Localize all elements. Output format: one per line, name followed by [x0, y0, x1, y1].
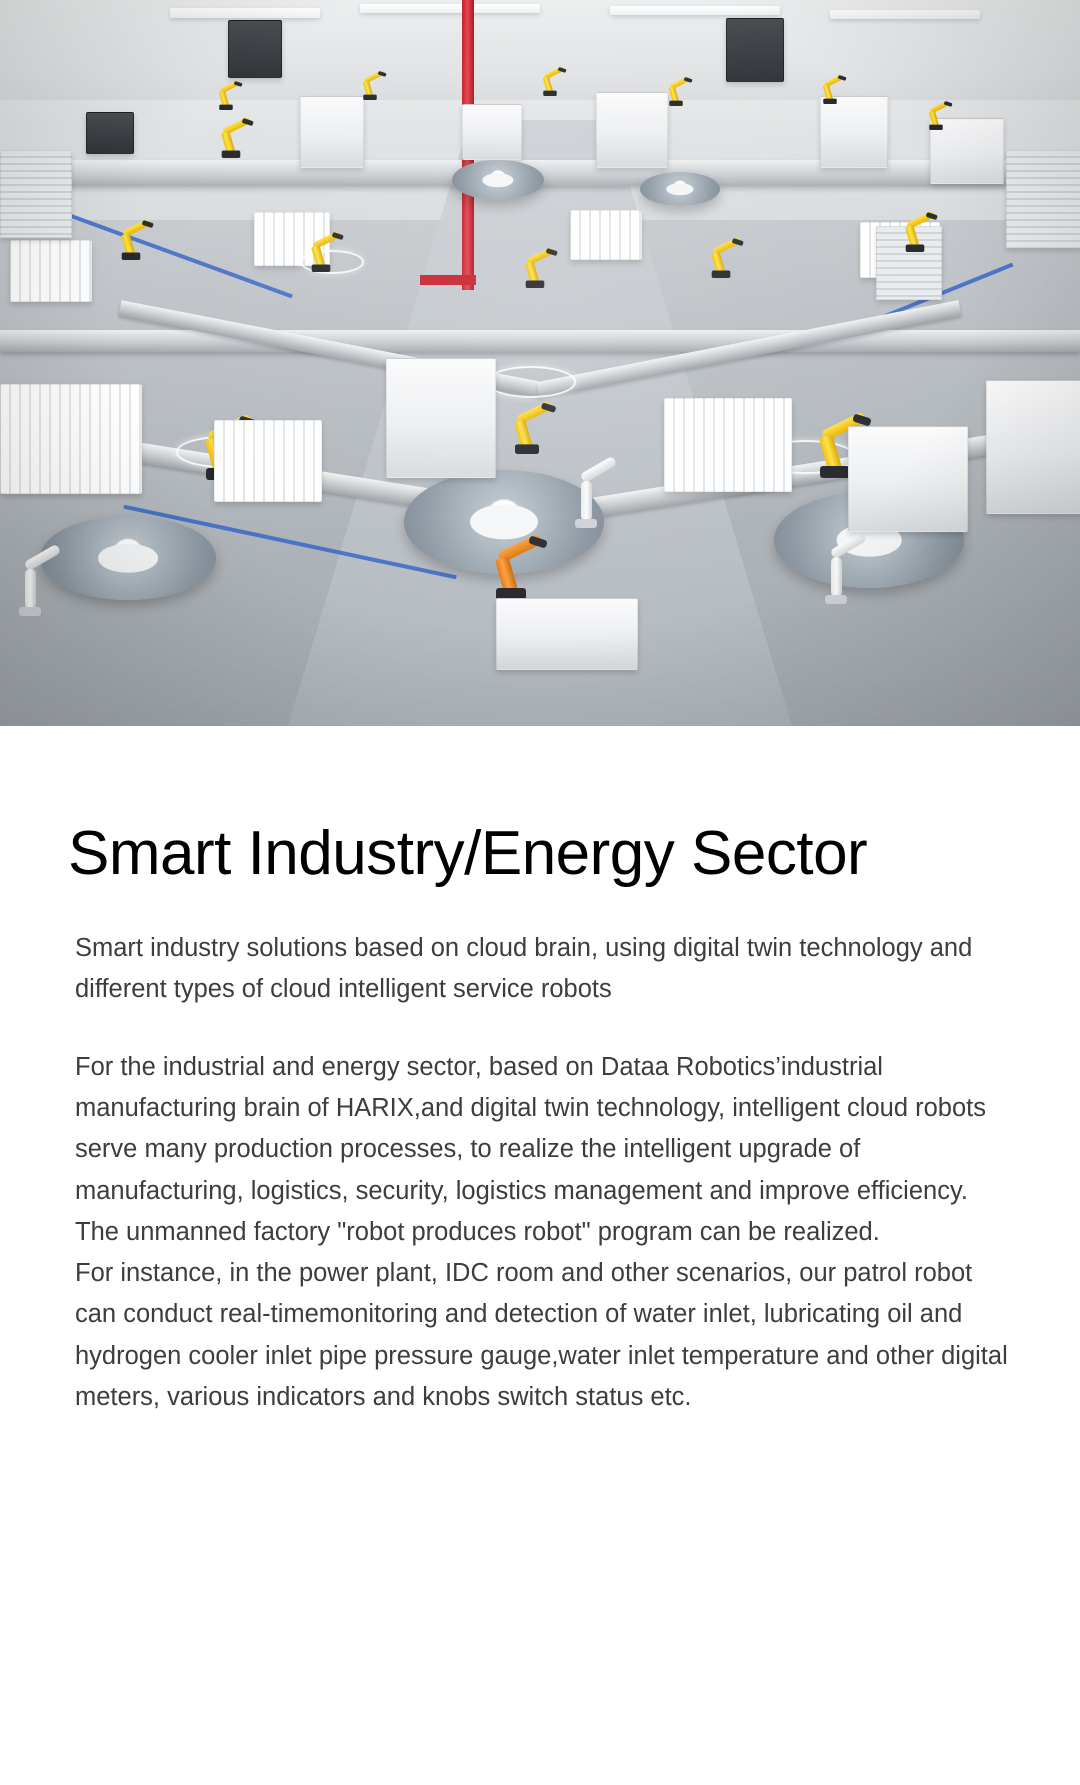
red-pillar-arm — [420, 275, 476, 285]
workstation-box — [462, 104, 522, 160]
ceiling-lamp — [360, 4, 540, 13]
storage-shelf — [0, 150, 72, 238]
equipment-cabinet — [86, 112, 134, 154]
robot-arm-orange — [466, 520, 556, 600]
overhead-walkway — [0, 330, 1080, 352]
workstation-box — [300, 96, 364, 168]
parts-tray — [10, 240, 92, 302]
robot-arm — [209, 101, 252, 158]
robot-arm — [513, 231, 556, 288]
cobot-arm — [0, 520, 60, 616]
parts-tray — [214, 420, 322, 502]
robot-arm — [491, 366, 563, 454]
body-paragraph-2: The unmanned factory "robot produces robot" program can be realized. — [75, 1217, 880, 1246]
body-paragraph-1: For the industrial and energy sector, based on Dataa Robotics’industrial manufacturing brain of HARIX,and digital twin technology, intelligent cloud robots serve many production processes, to realize the intelligent upgrade of manufacturing, logistics, security, logistics management and improve efficiency. — [75, 1052, 986, 1205]
ceiling-lamp — [610, 6, 780, 15]
parts-tray — [0, 384, 142, 494]
parts-tray — [664, 398, 792, 492]
robot-arm — [109, 203, 152, 260]
storage-shelf — [1006, 150, 1080, 248]
equipment-cabinet — [726, 18, 784, 82]
body-paragraph-3: For instance, in the power plant, IDC room and other scenarios, our patrol robot can conduct real-timemonitoring and detection of water inlet, lubricating oil and hydrogen cooler inlet pipe pressure gauge,water inlet temperature and other digital meters, various indicators and knobs switch status etc. — [75, 1259, 1008, 1412]
robot-arm — [357, 69, 384, 101]
page-title: Smart Industry/Energy Sector — [68, 819, 868, 888]
robot-arm — [663, 75, 690, 107]
robot-arm — [699, 221, 742, 278]
factory-scene — [0, 0, 1080, 726]
ceiling-lamp — [830, 10, 980, 19]
body-paragraphs — [0, 1011, 1080, 1419]
workstation-box — [596, 92, 668, 168]
robot-arm — [537, 65, 564, 97]
robot-arm — [817, 73, 844, 105]
robot-arm — [299, 215, 342, 272]
equipment-cabinet — [228, 20, 282, 78]
robot-arm — [923, 99, 950, 131]
article-content — [0, 726, 1080, 1418]
workstation-box — [496, 598, 638, 670]
lead-paragraph: Smart industry solutions based on cloud brain, using digital twin technology and different types of cloud intelligent service robots — [75, 934, 973, 1004]
turntable — [640, 172, 720, 206]
workstation-box — [820, 96, 888, 168]
ceiling-lamp — [170, 8, 320, 18]
robot-arm — [893, 195, 936, 252]
hero-image — [0, 0, 1080, 726]
turntable — [452, 160, 544, 200]
cobot-arm — [556, 420, 616, 528]
workstation-box — [386, 358, 496, 478]
workstation-box — [986, 380, 1080, 514]
parts-tray — [570, 210, 642, 260]
workstation-box — [848, 426, 968, 532]
turntable — [40, 516, 216, 600]
